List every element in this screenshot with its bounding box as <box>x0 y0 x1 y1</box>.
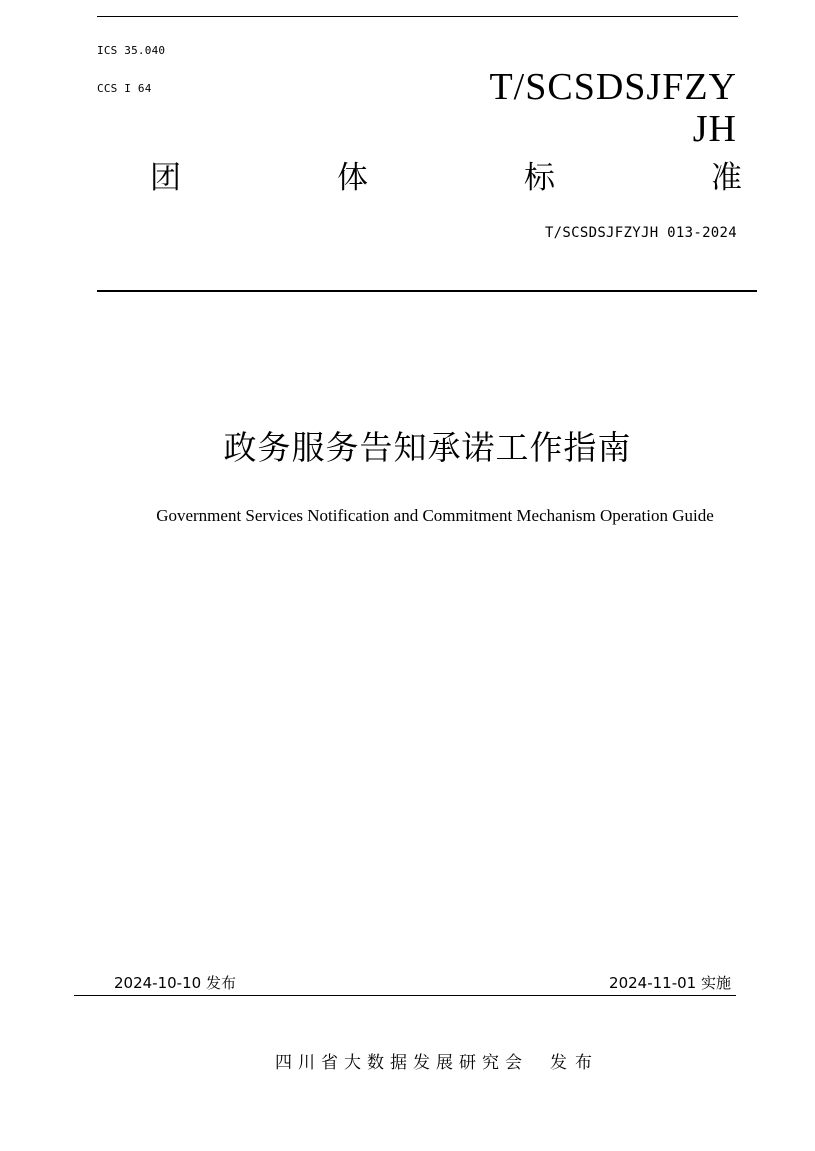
publish-date: 2024-10-10 发布 <box>114 974 236 992</box>
top-rule <box>97 16 738 17</box>
standard-type-char: 准 <box>711 160 742 196</box>
ccs-code: CCS I 64 <box>97 82 152 95</box>
standard-type-char: 团 <box>150 160 181 196</box>
standard-number: T/SCSDSJFZYJH 013-2024 <box>544 225 737 241</box>
publisher-organization: 四川省大数据发展研究会 <box>275 1053 528 1073</box>
footer-divider <box>74 995 736 996</box>
effective-date: 2024-11-01 实施 <box>609 974 731 992</box>
document-title-chinese: 政务服务告知承诺工作指南 <box>223 428 632 467</box>
standard-type-char: 体 <box>337 160 368 196</box>
standard-type-char: 标 <box>524 160 555 196</box>
document-title-english: Government Services Notification and Commitment Mechanism Operation Guide <box>156 506 714 525</box>
standard-code-line1: T/SCSDSJFZY <box>489 66 737 108</box>
publisher-line <box>0 1048 815 1073</box>
standard-type <box>150 158 742 198</box>
ics-code: ICS 35.040 <box>97 44 166 57</box>
publisher-action: 发布 <box>550 1053 600 1073</box>
header-divider <box>97 290 757 292</box>
standard-code-line2: JH <box>692 108 737 150</box>
standard-code-block <box>377 66 737 150</box>
